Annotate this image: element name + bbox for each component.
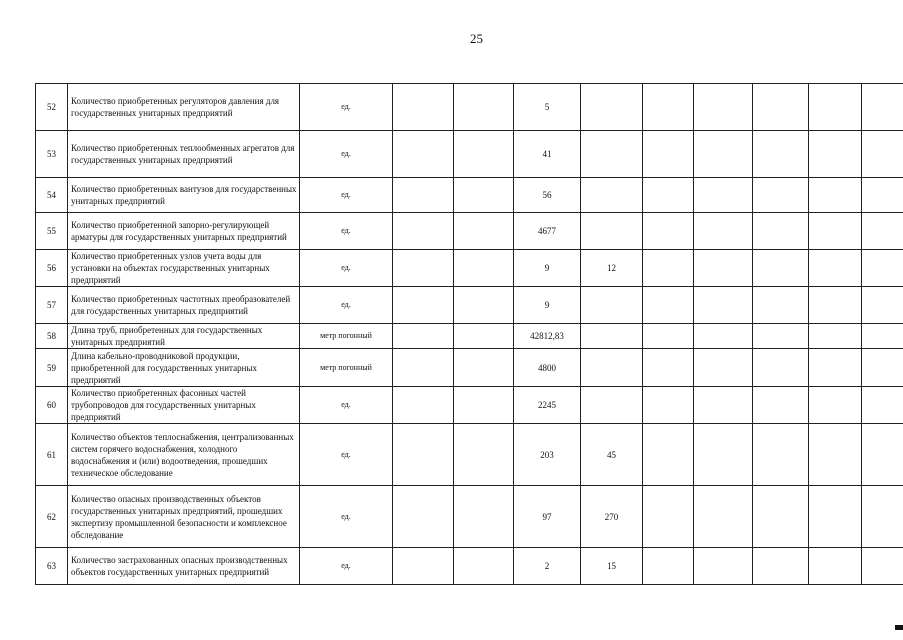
value-cell bbox=[393, 324, 454, 349]
value-cell bbox=[643, 287, 694, 324]
value-cell bbox=[753, 324, 809, 349]
value-cell bbox=[643, 84, 694, 131]
table-body bbox=[36, 84, 903, 585]
value-cell bbox=[753, 84, 809, 131]
indicator-name: Количество приобретенной запорно-регулирующей арматуры для государственных унитарных предприятий bbox=[68, 213, 300, 250]
value-cell: 2 bbox=[514, 548, 581, 585]
unit-of-measure: ед. bbox=[300, 486, 393, 548]
value-cell bbox=[393, 424, 454, 486]
value-cell bbox=[454, 84, 514, 131]
table-row bbox=[36, 250, 903, 287]
value-cell bbox=[454, 178, 514, 213]
value-cell bbox=[694, 387, 753, 424]
unit-of-measure: метр погонный bbox=[300, 349, 393, 387]
value-cell bbox=[581, 131, 643, 178]
value-cell bbox=[862, 84, 903, 131]
value-cell bbox=[694, 486, 753, 548]
value-cell bbox=[454, 250, 514, 287]
table-row bbox=[36, 84, 903, 131]
value-cell bbox=[643, 387, 694, 424]
table-row bbox=[36, 131, 903, 178]
value-cell bbox=[809, 250, 862, 287]
row-number: 59 bbox=[36, 349, 68, 387]
value-cell bbox=[753, 548, 809, 585]
value-cell bbox=[694, 287, 753, 324]
indicator-table bbox=[35, 83, 903, 585]
value-cell bbox=[862, 287, 903, 324]
indicator-name: Количество приобретенных узлов учета воды для установки на объектах государственных унитарных предприятий bbox=[68, 250, 300, 287]
unit-of-measure: ед. bbox=[300, 250, 393, 287]
row-number: 57 bbox=[36, 287, 68, 324]
value-cell bbox=[862, 178, 903, 213]
value-cell: 2245 bbox=[514, 387, 581, 424]
value-cell bbox=[862, 324, 903, 349]
value-cell: 9 bbox=[514, 250, 581, 287]
value-cell bbox=[393, 250, 454, 287]
value-cell bbox=[643, 548, 694, 585]
value-cell bbox=[643, 349, 694, 387]
value-cell bbox=[393, 84, 454, 131]
value-cell bbox=[753, 387, 809, 424]
value-cell bbox=[393, 387, 454, 424]
indicator-name: Количество приобретенных теплообменных агрегатов для государственных унитарных предприятий bbox=[68, 131, 300, 178]
row-number: 54 bbox=[36, 178, 68, 213]
unit-of-measure: ед. bbox=[300, 213, 393, 250]
table-row bbox=[36, 548, 903, 585]
value-cell bbox=[454, 387, 514, 424]
value-cell bbox=[809, 387, 862, 424]
indicator-name: Количество приобретенных вантузов для государственных унитарных предприятий bbox=[68, 178, 300, 213]
value-cell: 45 bbox=[581, 424, 643, 486]
value-cell bbox=[753, 424, 809, 486]
unit-of-measure: ед. bbox=[300, 131, 393, 178]
value-cell bbox=[393, 486, 454, 548]
table-row bbox=[36, 287, 903, 324]
indicator-name: Количество застрахованных опасных производственных объектов государственных унитарных предприятий bbox=[68, 548, 300, 585]
value-cell bbox=[809, 349, 862, 387]
indicator-name: Количество приобретенных регуляторов давления для государственных унитарных предприятий bbox=[68, 84, 300, 131]
value-cell bbox=[862, 349, 903, 387]
unit-of-measure: ед. bbox=[300, 84, 393, 131]
value-cell bbox=[809, 324, 862, 349]
indicator-name: Длина труб, приобретенных для государственных унитарных предприятий bbox=[68, 324, 300, 349]
value-cell bbox=[454, 548, 514, 585]
row-number: 56 bbox=[36, 250, 68, 287]
indicator-name: Количество приобретенных частотных преобразователей для государственных унитарных предприятий bbox=[68, 287, 300, 324]
value-cell bbox=[393, 548, 454, 585]
value-cell bbox=[862, 486, 903, 548]
value-cell bbox=[393, 349, 454, 387]
value-cell bbox=[393, 213, 454, 250]
value-cell bbox=[694, 178, 753, 213]
value-cell bbox=[393, 287, 454, 324]
value-cell bbox=[694, 349, 753, 387]
value-cell bbox=[694, 324, 753, 349]
value-cell bbox=[454, 349, 514, 387]
value-cell bbox=[753, 131, 809, 178]
row-number: 62 bbox=[36, 486, 68, 548]
value-cell: 42812,83 bbox=[514, 324, 581, 349]
value-cell: 97 bbox=[514, 486, 581, 548]
value-cell bbox=[862, 131, 903, 178]
table-row bbox=[36, 213, 903, 250]
value-cell bbox=[809, 548, 862, 585]
unit-of-measure: ед. bbox=[300, 287, 393, 324]
value-cell: 12 bbox=[581, 250, 643, 287]
table-row bbox=[36, 324, 903, 349]
table-row bbox=[36, 424, 903, 486]
table-row bbox=[36, 486, 903, 548]
value-cell bbox=[643, 178, 694, 213]
value-cell bbox=[581, 178, 643, 213]
value-cell bbox=[454, 324, 514, 349]
value-cell bbox=[454, 131, 514, 178]
value-cell bbox=[753, 486, 809, 548]
unit-of-measure: ед. bbox=[300, 548, 393, 585]
table-row bbox=[36, 178, 903, 213]
value-cell bbox=[454, 287, 514, 324]
value-cell bbox=[581, 349, 643, 387]
value-cell bbox=[694, 213, 753, 250]
indicator-name: Количество объектов теплоснабжения, централизованных систем горячего водоснабжения, холодного водоснабжения и (или) водоотведения, прошедших техническое обследование bbox=[68, 424, 300, 486]
value-cell bbox=[809, 178, 862, 213]
value-cell bbox=[454, 424, 514, 486]
value-cell bbox=[809, 131, 862, 178]
table-row bbox=[36, 349, 903, 387]
value-cell bbox=[643, 213, 694, 250]
unit-of-measure: ед. bbox=[300, 387, 393, 424]
value-cell bbox=[694, 548, 753, 585]
value-cell bbox=[753, 250, 809, 287]
value-cell bbox=[862, 424, 903, 486]
value-cell bbox=[581, 287, 643, 324]
value-cell bbox=[753, 287, 809, 324]
row-number: 61 bbox=[36, 424, 68, 486]
value-cell bbox=[809, 424, 862, 486]
value-cell bbox=[643, 131, 694, 178]
unit-of-measure: ед. bbox=[300, 424, 393, 486]
value-cell bbox=[694, 84, 753, 131]
value-cell: 270 bbox=[581, 486, 643, 548]
row-number: 55 bbox=[36, 213, 68, 250]
value-cell bbox=[862, 213, 903, 250]
value-cell bbox=[581, 213, 643, 250]
value-cell bbox=[393, 178, 454, 213]
value-cell: 41 bbox=[514, 131, 581, 178]
indicator-name: Количество приобретенных фасонных частей трубопроводов для государственных унитарных предприятий bbox=[68, 387, 300, 424]
value-cell: 5 bbox=[514, 84, 581, 131]
row-number: 63 bbox=[36, 548, 68, 585]
value-cell: 4677 bbox=[514, 213, 581, 250]
row-number: 52 bbox=[36, 84, 68, 131]
corner-mark bbox=[895, 625, 903, 630]
value-cell bbox=[694, 424, 753, 486]
value-cell bbox=[581, 84, 643, 131]
value-cell bbox=[643, 486, 694, 548]
value-cell: 203 bbox=[514, 424, 581, 486]
indicator-name: Количество опасных производственных объектов государственных унитарных предприятий, прошедших экспертизу промышленной безопасности и комплексное обследование bbox=[68, 486, 300, 548]
value-cell: 56 bbox=[514, 178, 581, 213]
value-cell bbox=[809, 213, 862, 250]
value-cell bbox=[862, 387, 903, 424]
value-cell: 15 bbox=[581, 548, 643, 585]
page-number: 25 bbox=[470, 31, 483, 46]
value-cell bbox=[643, 424, 694, 486]
unit-of-measure: метр погонный bbox=[300, 324, 393, 349]
value-cell bbox=[454, 213, 514, 250]
value-cell bbox=[753, 349, 809, 387]
value-cell bbox=[694, 250, 753, 287]
value-cell bbox=[454, 486, 514, 548]
value-cell bbox=[581, 387, 643, 424]
value-cell bbox=[753, 213, 809, 250]
unit-of-measure: ед. bbox=[300, 178, 393, 213]
indicator-name: Длина кабельно-проводниковой продукции, приобретенной для государственных унитарных предприятий bbox=[68, 349, 300, 387]
value-cell bbox=[809, 486, 862, 548]
row-number: 53 bbox=[36, 131, 68, 178]
value-cell bbox=[809, 287, 862, 324]
value-cell bbox=[643, 324, 694, 349]
value-cell bbox=[753, 178, 809, 213]
value-cell bbox=[643, 250, 694, 287]
value-cell bbox=[393, 131, 454, 178]
row-number: 58 bbox=[36, 324, 68, 349]
value-cell bbox=[694, 131, 753, 178]
value-cell bbox=[809, 84, 862, 131]
table-row bbox=[36, 387, 903, 424]
row-number: 60 bbox=[36, 387, 68, 424]
value-cell bbox=[581, 324, 643, 349]
value-cell bbox=[862, 548, 903, 585]
value-cell: 4800 bbox=[514, 349, 581, 387]
value-cell: 9 bbox=[514, 287, 581, 324]
value-cell bbox=[862, 250, 903, 287]
